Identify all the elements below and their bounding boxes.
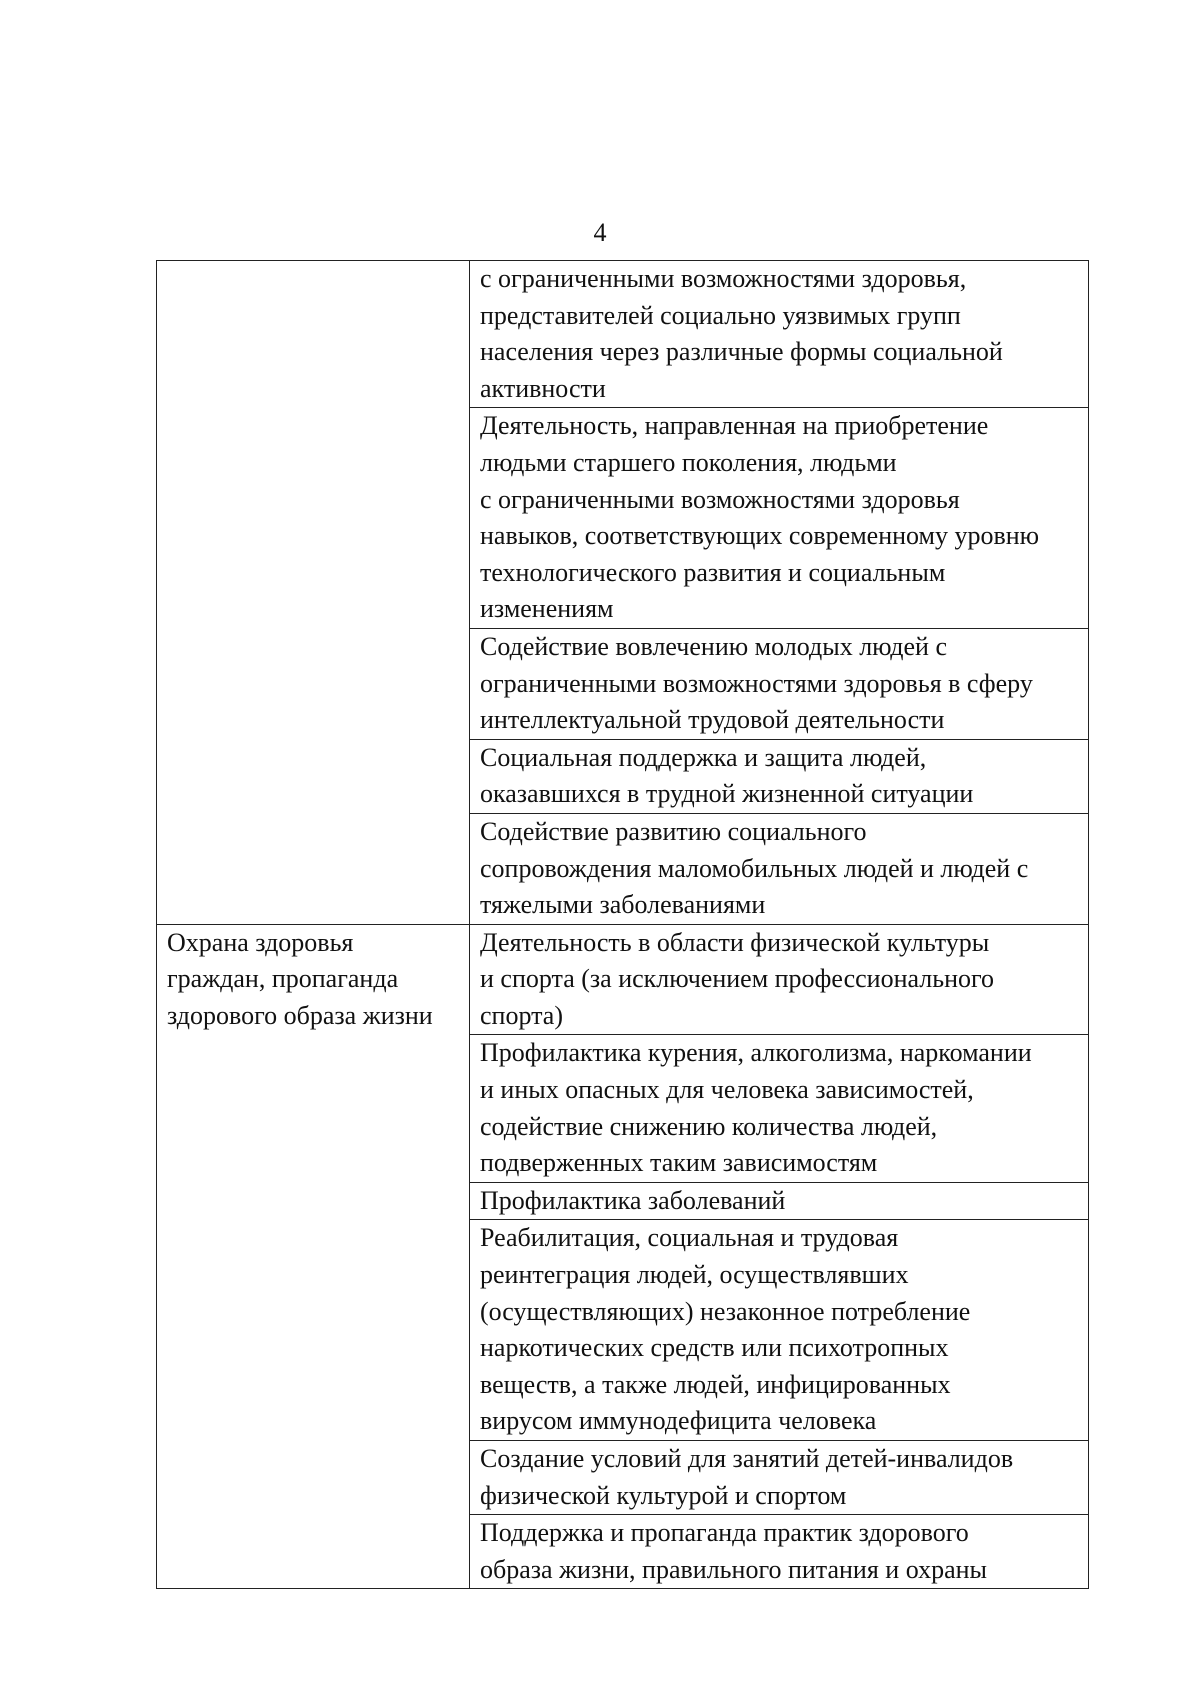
item-text: Социальная поддержка и защита людей, оказавшихся в трудной жизненной ситуации [480, 742, 974, 809]
item-cell [470, 628, 1089, 739]
item-text: Содействие развитию социального сопровождения маломобильных людей и людей с тяжелыми заболеваниями [480, 816, 1029, 920]
category-cell [157, 924, 470, 1589]
item-cell [470, 1182, 1089, 1220]
item-cell [470, 261, 1089, 408]
item-text: с ограниченными возможностями здоровья, представителей социально уязвимых групп населения через различные формы социальной активности [480, 264, 1003, 403]
item-cell [470, 408, 1089, 629]
category-cell [157, 261, 470, 925]
item-text: Реабилитация, социальная и трудовая реинтеграция людей, осуществлявших (осуществляющих) незаконное потребление наркотических средств или психотропных веществ, а также людей, инфицированных вирусом иммунодефицита человека [480, 1223, 971, 1436]
item-text: Деятельность, направленная на приобретение людьми старшего поколения, людьми с ограниченными возможностями здоровья навыков, соответствующих современному уровню технологического развития и социальным изменениям [480, 411, 1040, 624]
item-cell [470, 739, 1089, 813]
item-text: Профилактика курения, алкоголизма, наркомании и иных опасных для человека зависимостей, содействие снижению количества людей, подверженных таким зависимостям [480, 1038, 1032, 1178]
item-text: Создание условий для занятий детей-инвалидов физической культурой и спортом [480, 1444, 1014, 1510]
item-cell [470, 1035, 1089, 1182]
item-text: Профилактика заболеваний [480, 1185, 786, 1215]
page-number: 4 [593, 218, 607, 247]
table-row [157, 924, 1089, 1035]
activity-table [156, 260, 1089, 1589]
item-cell [470, 813, 1089, 924]
category-text: Охрана здоровья граждан, пропаганда здорового образа жизни [167, 927, 433, 1030]
item-text: Поддержка и пропаганда практик здорового образа жизни, правильного питания и охраны [480, 1518, 987, 1584]
item-cell [470, 924, 1089, 1035]
item-cell [470, 1515, 1089, 1589]
item-cell [470, 1220, 1089, 1441]
item-text: Деятельность в области физической культуры и спорта (за исключением профессионального спорта) [480, 927, 995, 1030]
table-row [157, 261, 1089, 408]
item-text: Содействие вовлечению молодых людей с ограниченными возможностями здоровья в сферу интеллектуальной трудовой деятельности [480, 631, 1033, 735]
item-cell [470, 1441, 1089, 1515]
